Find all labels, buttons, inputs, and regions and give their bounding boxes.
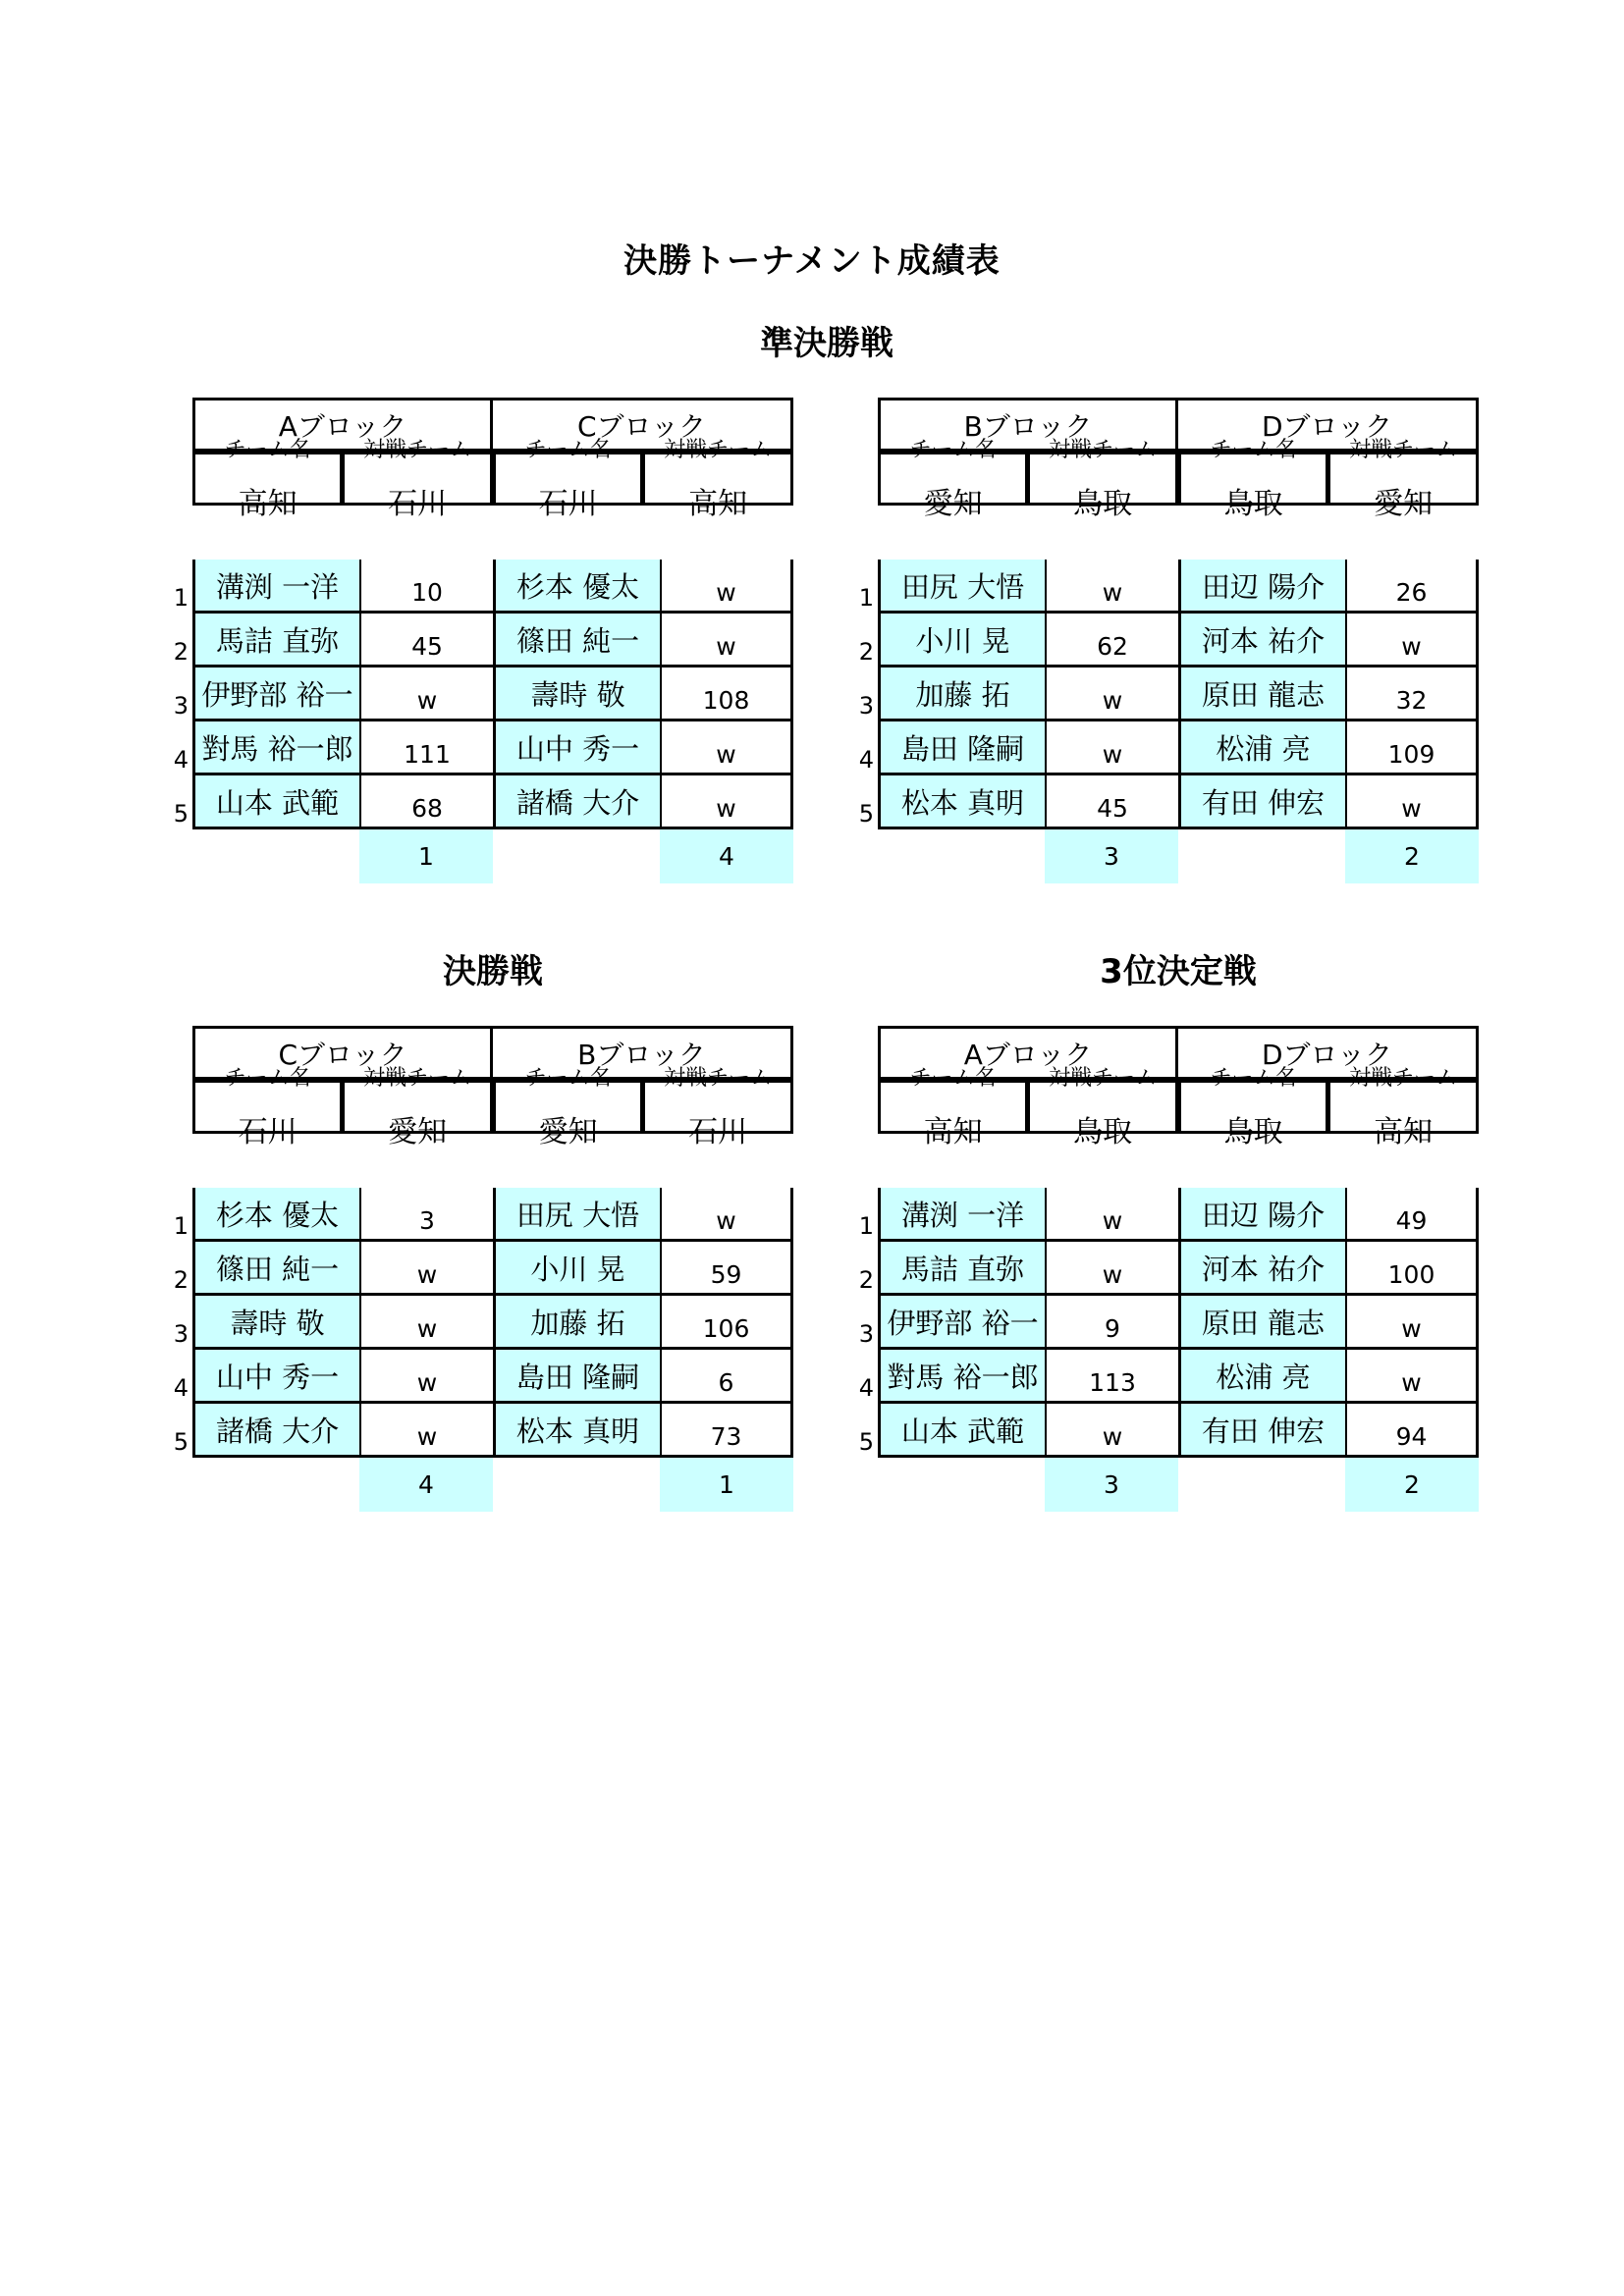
block-name: Cブロック — [192, 1026, 493, 1080]
player-score: 94 — [1345, 1404, 1479, 1458]
player-score: w — [660, 721, 793, 775]
row-number: 2 — [858, 1266, 874, 1294]
semifinal-title: 準決勝戦 — [760, 324, 893, 363]
team-name: 石川 — [538, 486, 598, 521]
player-row — [173, 560, 793, 614]
player-name: 伊野部 裕一 — [878, 1296, 1045, 1350]
player-score: w — [660, 560, 793, 614]
team-header-cell — [1178, 1065, 1328, 1149]
player-row — [173, 721, 793, 775]
total-spacer — [192, 1458, 359, 1512]
row-number: 5 — [173, 800, 189, 828]
player-row — [858, 1350, 1479, 1404]
total-value: 2 — [1345, 1458, 1479, 1512]
third-place-title: 3位決定戦 — [1100, 952, 1257, 991]
player-score: 45 — [359, 614, 493, 667]
player-row — [173, 614, 793, 667]
team-header-row — [192, 437, 793, 560]
player-row — [858, 667, 1479, 721]
player-name: 諸橋 大介 — [192, 1404, 359, 1458]
player-score: w — [1345, 1350, 1479, 1404]
total-spacer — [1178, 829, 1345, 883]
total-row — [192, 829, 793, 883]
player-name: 山本 武範 — [192, 775, 359, 829]
player-score: 32 — [1345, 667, 1479, 721]
column-label: 対戦チーム — [664, 1065, 773, 1091]
row-number: 2 — [173, 1266, 189, 1294]
player-name: 對馬 裕一郎 — [192, 721, 359, 775]
player-name: 壽時 敬 — [493, 667, 660, 721]
player-row — [173, 667, 793, 721]
player-score: w — [1045, 560, 1178, 614]
player-score: 26 — [1345, 560, 1479, 614]
row-number: 3 — [858, 692, 874, 720]
player-row — [173, 1242, 793, 1296]
total-value: 3 — [1045, 829, 1178, 883]
player-name: 山中 秀一 — [192, 1350, 359, 1404]
player-name: 有田 伸宏 — [1178, 1404, 1345, 1458]
team-header-cell — [192, 437, 343, 521]
player-score: w — [1045, 721, 1178, 775]
player-row — [173, 1188, 793, 1242]
player-name: 河本 祐介 — [1178, 614, 1345, 667]
player-name: 原田 龍志 — [1178, 667, 1345, 721]
team-name: 鳥取 — [1073, 486, 1133, 521]
player-score: 3 — [359, 1188, 493, 1242]
team-header-cell — [1178, 437, 1328, 521]
column-label: 対戦チーム — [363, 1065, 472, 1091]
player-row — [173, 775, 793, 829]
team-name: 愛知 — [538, 1114, 598, 1149]
player-score: 108 — [660, 667, 793, 721]
player-score: 59 — [660, 1242, 793, 1296]
player-name: 松浦 亮 — [1178, 1350, 1345, 1404]
player-score: w — [1345, 614, 1479, 667]
player-score: w — [1045, 667, 1178, 721]
player-name: 馬詰 直弥 — [192, 614, 359, 667]
column-label: チーム名 — [1210, 437, 1297, 462]
total-spacer — [192, 829, 359, 883]
opponent-header-cell — [343, 437, 493, 521]
player-name: 山中 秀一 — [493, 721, 660, 775]
row-number: 1 — [173, 584, 189, 612]
player-name: 田辺 陽介 — [1178, 1188, 1345, 1242]
semifinal-table-bd — [858, 398, 1479, 883]
player-name: 馬詰 直弥 — [878, 1242, 1045, 1296]
player-row — [858, 1242, 1479, 1296]
opponent-header-cell — [1328, 1065, 1479, 1149]
team-name: 高知 — [1374, 1114, 1434, 1149]
team-header-cell — [493, 1065, 643, 1149]
player-score: w — [1045, 1242, 1178, 1296]
player-name: 加藤 拓 — [878, 667, 1045, 721]
player-score: w — [359, 1404, 493, 1458]
row-number: 1 — [858, 1212, 874, 1240]
player-name: 島田 隆嗣 — [878, 721, 1045, 775]
player-name: 原田 龍志 — [1178, 1296, 1345, 1350]
player-score: w — [359, 667, 493, 721]
block-name: Bブロック — [878, 398, 1178, 452]
player-score: w — [660, 775, 793, 829]
opponent-header-cell — [643, 1065, 793, 1149]
player-score: 49 — [1345, 1188, 1479, 1242]
row-number: 4 — [173, 746, 189, 774]
team-header-cell — [878, 437, 1028, 521]
player-score: 62 — [1045, 614, 1178, 667]
player-score: 68 — [359, 775, 493, 829]
player-score: w — [1045, 1404, 1178, 1458]
total-value: 4 — [359, 1458, 493, 1512]
team-name: 高知 — [238, 486, 298, 521]
team-header-cell — [878, 1065, 1028, 1149]
player-name: 溝渕 一洋 — [192, 560, 359, 614]
player-row — [858, 560, 1479, 614]
player-name: 山本 武範 — [878, 1404, 1045, 1458]
total-spacer — [493, 829, 660, 883]
column-label: 対戦チーム — [1349, 1065, 1458, 1091]
team-name: 石川 — [688, 1114, 748, 1149]
player-name: 諸橋 大介 — [493, 775, 660, 829]
block-name: Bブロック — [493, 1026, 793, 1080]
total-value: 4 — [660, 829, 793, 883]
total-spacer — [878, 1458, 1045, 1512]
total-value: 1 — [660, 1458, 793, 1512]
player-name: 杉本 優太 — [493, 560, 660, 614]
third-place-table — [858, 1026, 1479, 1512]
player-score: 45 — [1045, 775, 1178, 829]
player-row — [858, 614, 1479, 667]
player-score: 113 — [1045, 1350, 1178, 1404]
team-name: 石川 — [238, 1114, 298, 1149]
player-score: 9 — [1045, 1296, 1178, 1350]
team-header-cell — [192, 1065, 343, 1149]
column-label: 対戦チーム — [664, 437, 773, 462]
team-name: 石川 — [388, 486, 448, 521]
row-number: 5 — [858, 800, 874, 828]
total-value: 3 — [1045, 1458, 1178, 1512]
player-row — [173, 1350, 793, 1404]
row-number: 4 — [858, 1374, 874, 1402]
team-name: 愛知 — [923, 486, 983, 521]
team-header-row — [192, 1065, 793, 1188]
player-name: 松本 真明 — [493, 1404, 660, 1458]
column-label: チーム名 — [524, 1065, 612, 1091]
player-score: 73 — [660, 1404, 793, 1458]
player-name: 杉本 優太 — [192, 1188, 359, 1242]
player-score: 106 — [660, 1296, 793, 1350]
total-value: 1 — [359, 829, 493, 883]
opponent-header-cell — [1028, 1065, 1178, 1149]
team-name: 高知 — [688, 486, 748, 521]
total-value: 2 — [1345, 829, 1479, 883]
player-name: 對馬 裕一郎 — [878, 1350, 1045, 1404]
column-label: チーム名 — [1210, 1065, 1297, 1091]
team-header-row — [878, 437, 1479, 560]
total-spacer — [493, 1458, 660, 1512]
player-name: 小川 晃 — [493, 1242, 660, 1296]
team-header-row — [878, 1065, 1479, 1188]
row-number: 3 — [173, 1320, 189, 1348]
final-table — [173, 1026, 793, 1512]
total-row — [878, 829, 1479, 883]
player-row — [858, 1404, 1479, 1458]
column-label: チーム名 — [224, 1065, 311, 1091]
player-score: w — [359, 1296, 493, 1350]
team-header-cell — [493, 437, 643, 521]
player-score: w — [359, 1242, 493, 1296]
player-row — [858, 721, 1479, 775]
total-row — [192, 1458, 793, 1512]
block-name: Dブロック — [1178, 398, 1479, 452]
block-name: Aブロック — [192, 398, 493, 452]
player-score: 100 — [1345, 1242, 1479, 1296]
team-name: 鳥取 — [1223, 486, 1283, 521]
column-label: 対戦チーム — [1349, 437, 1458, 462]
player-score: w — [660, 1188, 793, 1242]
player-score: 10 — [359, 560, 493, 614]
player-row — [858, 775, 1479, 829]
player-name: 篠田 純一 — [493, 614, 660, 667]
opponent-header-cell — [1328, 437, 1479, 521]
player-name: 溝渕 一洋 — [878, 1188, 1045, 1242]
player-name: 島田 隆嗣 — [493, 1350, 660, 1404]
player-score: 111 — [359, 721, 493, 775]
player-name: 壽時 敬 — [192, 1296, 359, 1350]
column-label: チーム名 — [224, 437, 311, 462]
column-label: 対戦チーム — [1049, 437, 1158, 462]
row-number: 5 — [173, 1428, 189, 1456]
column-label: チーム名 — [909, 1065, 997, 1091]
opponent-header-cell — [1028, 437, 1178, 521]
total-row — [878, 1458, 1479, 1512]
column-label: 対戦チーム — [1049, 1065, 1158, 1091]
player-name: 松浦 亮 — [1178, 721, 1345, 775]
player-row — [858, 1296, 1479, 1350]
player-name: 田辺 陽介 — [1178, 560, 1345, 614]
team-name: 鳥取 — [1223, 1114, 1283, 1149]
team-name: 鳥取 — [1073, 1114, 1133, 1149]
player-name: 小川 晃 — [878, 614, 1045, 667]
page-title: 決勝トーナメント成績表 — [623, 241, 1001, 281]
player-name: 加藤 拓 — [493, 1296, 660, 1350]
column-label: 対戦チーム — [363, 437, 472, 462]
column-label: チーム名 — [909, 437, 997, 462]
row-number: 1 — [173, 1212, 189, 1240]
team-name: 愛知 — [1374, 486, 1434, 521]
player-score: 6 — [660, 1350, 793, 1404]
opponent-header-cell — [343, 1065, 493, 1149]
block-name: Dブロック — [1178, 1026, 1479, 1080]
column-label: チーム名 — [524, 437, 612, 462]
row-number: 1 — [858, 584, 874, 612]
player-score: w — [1345, 775, 1479, 829]
row-number: 4 — [173, 1374, 189, 1402]
player-row — [173, 1296, 793, 1350]
player-name: 田尻 大悟 — [878, 560, 1045, 614]
row-number: 2 — [858, 638, 874, 666]
player-name: 田尻 大悟 — [493, 1188, 660, 1242]
player-score: w — [1345, 1296, 1479, 1350]
block-name: Cブロック — [493, 398, 793, 452]
player-score: w — [359, 1350, 493, 1404]
row-number: 3 — [173, 692, 189, 720]
row-number: 3 — [858, 1320, 874, 1348]
player-score: w — [660, 614, 793, 667]
team-name: 高知 — [923, 1114, 983, 1149]
player-row — [173, 1404, 793, 1458]
player-name: 松本 真明 — [878, 775, 1045, 829]
team-name: 愛知 — [388, 1114, 448, 1149]
block-name: Aブロック — [878, 1026, 1178, 1080]
final-title: 決勝戦 — [443, 952, 543, 991]
row-number: 5 — [858, 1428, 874, 1456]
opponent-header-cell — [643, 437, 793, 521]
player-name: 伊野部 裕一 — [192, 667, 359, 721]
semifinal-table-ac — [173, 398, 793, 883]
player-name: 河本 祐介 — [1178, 1242, 1345, 1296]
player-row — [858, 1188, 1479, 1242]
player-score: 109 — [1345, 721, 1479, 775]
row-number: 2 — [173, 638, 189, 666]
player-name: 篠田 純一 — [192, 1242, 359, 1296]
total-spacer — [1178, 1458, 1345, 1512]
row-number: 4 — [858, 746, 874, 774]
player-score: w — [1045, 1188, 1178, 1242]
total-spacer — [878, 829, 1045, 883]
player-name: 有田 伸宏 — [1178, 775, 1345, 829]
